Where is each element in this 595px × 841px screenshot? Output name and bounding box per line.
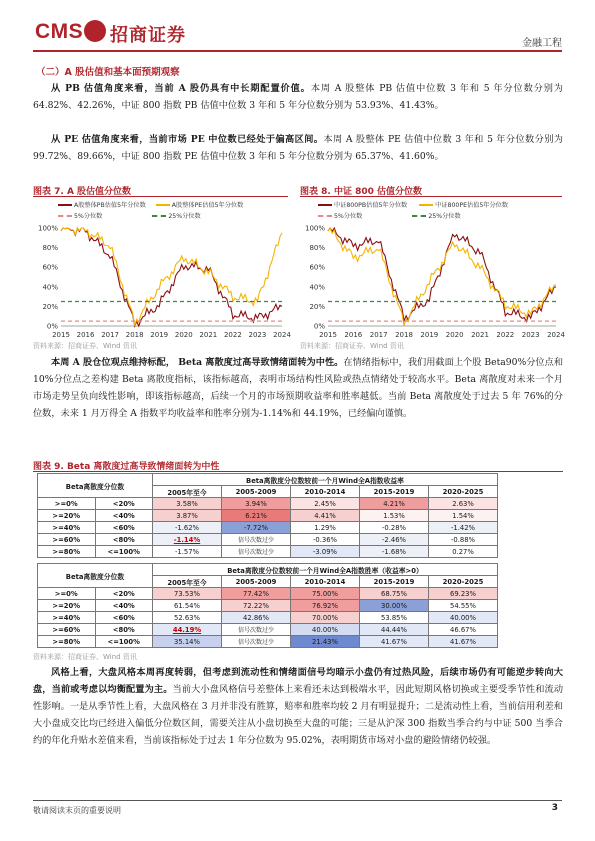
legend-label: 5%分位数	[333, 213, 363, 220]
range-high: <=100%	[95, 636, 153, 648]
legend-swatch-pb	[318, 204, 332, 206]
section-title: （二）A 股估值和基本面预期观察	[36, 67, 180, 78]
column-header: 2020-2025	[429, 486, 498, 498]
y-tick-label: 80%	[42, 244, 58, 253]
x-tick-label: 2015	[52, 331, 70, 339]
legend-swatch-pb	[58, 204, 72, 206]
x-tick-label: 2020	[174, 331, 193, 339]
x-tick-label: 2021	[471, 331, 489, 339]
column-header: 2010-2014	[291, 576, 360, 588]
table-cell: -3.09%	[291, 546, 360, 558]
column-header: 2015-2019	[360, 576, 429, 588]
y-tick-label: 60%	[309, 263, 325, 272]
paragraph-beta-lead: 本周 A 股仓位观点维持标配， Beta 离散度过高导致情绪面转为中性。	[51, 357, 344, 368]
legend-label: A股整体PB估值5年分位数	[73, 202, 146, 209]
figure8-chart	[300, 222, 565, 340]
figure8-title-rule	[300, 196, 562, 197]
y-tick-label: 100%	[37, 224, 58, 233]
table-cell: 61.54%	[153, 600, 222, 612]
table-cell: 2.63%	[429, 498, 498, 510]
figure8-title: 图表 8. 中证 800 估值分位数	[300, 187, 423, 197]
x-tick-label: 2018	[395, 331, 413, 339]
table-cell: 69.23%	[429, 588, 498, 600]
legend-swatch-pe	[419, 204, 433, 206]
paragraph-beta-body: 在情绪指标中，我们用截面上个股 Beta90%分位点和 10%分位点之差构建 Beta 离散度指标，该指标越高，表明市场结构性风险或热点情绪处于较高水平。Beta 离散度对未来一个月市场走势呈负向线性影响，即该指标越高，后续一个月的市场预期收益率和胜率越低。当前 Beta 离散度处于过去 5 年 76%的分位数，未来 1 月万得全 A 指数平均收益率和胜率分别为-1.14%和 44.19%，已经偏向谨慎。	[33, 357, 564, 419]
paragraph-style	[33, 664, 563, 749]
range-low: >=0%	[38, 588, 96, 600]
logo-cms: CMS	[35, 20, 84, 43]
legend-swatch-pe	[156, 204, 170, 206]
row-header-label: Beta离散度分位数	[38, 564, 153, 588]
x-tick-label: 2022	[496, 331, 515, 339]
footer-disclaimer: 敬请阅读末页的重要说明	[33, 806, 121, 815]
range-low: >=40%	[38, 522, 96, 534]
table-cell: 44.44%	[360, 624, 429, 636]
range-high: <20%	[95, 588, 153, 600]
paragraph-pb	[33, 80, 563, 114]
table-cell: -0.36%	[291, 534, 360, 546]
table-cell: 信号次数过少	[222, 636, 291, 648]
table-cell: -1.68%	[360, 546, 429, 558]
paragraph-style-lead: 风格上看，大盘风格本周再度转弱，但考虑到流动性和情绪面信号均暗示小盘仍有过热风险，后续市场仍有可能逆步转向大盘，当前或考虑以均衡配置为主。	[33, 667, 563, 695]
table-row	[38, 624, 498, 636]
figure8-legend	[318, 200, 563, 222]
table-cell: -1.42%	[429, 522, 498, 534]
table-cell: 6.21%	[222, 510, 291, 522]
y-tick-label: 60%	[42, 263, 58, 272]
series-line	[328, 228, 556, 326]
paragraph-style-body: 当前大小盘风格信号差整体上来看还未达到极端水平，因此短期风格切换或主要受季节性和流动性影响。一是从季节性上看，大盘风格在 3 月并非没有胜算，赔率和胜率均较 2 月有明显提升；二是流动性上看，当前信用利差和大小盘成交比均已经进入偏低分位数区间，需要关注从小盘切换至大盘的可能；三是从沪深 300 指数当季合约与中证 500 当季合约的年化升贴水差值来看，当前该指标处于过去 1 年分位数为 95.02%，表明期货市场对小盘的避险情绪仍较强。	[33, 684, 564, 746]
row-header-label: Beta离散度分位数	[38, 474, 153, 498]
x-tick-label: 2017	[369, 331, 388, 339]
range-high: <40%	[95, 510, 153, 522]
column-header: 2010-2014	[291, 486, 360, 498]
table-cell: -0.28%	[360, 522, 429, 534]
column-header: 2005-2009	[222, 576, 291, 588]
page-number: 3	[551, 803, 558, 813]
figure7-title: 图表 7. A 股估值分位数	[33, 187, 132, 197]
range-low: >=80%	[38, 546, 96, 558]
x-tick-label: 2016	[76, 331, 95, 339]
table-cell: 75.00%	[291, 588, 360, 600]
range-low: >=20%	[38, 600, 96, 612]
paragraph-pb-lead: 从 PB 估值角度来看，当前 A 股仍具有中长期配置价值。	[51, 83, 311, 94]
range-high: <60%	[95, 612, 153, 624]
table-cell: 44.19%	[153, 624, 222, 636]
x-tick-label: 2024	[547, 331, 565, 339]
table-row	[38, 588, 498, 600]
table-cell: 0.27%	[429, 546, 498, 558]
table-cell: -1.62%	[153, 522, 222, 534]
range-high: <20%	[95, 498, 153, 510]
y-tick-label: 40%	[42, 283, 58, 292]
table-cell: 1.54%	[429, 510, 498, 522]
table-cell: -1.57%	[153, 546, 222, 558]
figure8-source: 资料来源：招商证券、Wind 资讯	[300, 342, 404, 350]
paragraph-pb-body: 本周 A 股整体 PB 估值中位数 3 年和 5 年分位数分别为 64.82%、42.26%，中证 800 指数 PB 估值中位数 3 年和 5 年分位数分别为 53.93%、41.43%。	[33, 83, 563, 111]
range-low: >=80%	[38, 636, 96, 648]
range-low: >=40%	[38, 612, 96, 624]
legend-swatch-25pct	[412, 215, 426, 217]
series-line	[328, 228, 556, 322]
table-beta-return	[37, 473, 498, 558]
series-line	[61, 228, 282, 326]
logo-seal-icon	[84, 20, 106, 42]
column-header: 2015-2019	[360, 486, 429, 498]
table-cell: 30.00%	[360, 600, 429, 612]
column-header: 2005年至今	[153, 576, 222, 588]
paragraph-pe	[33, 131, 563, 165]
table-cell: 41.67%	[360, 636, 429, 648]
legend-label: 中证800PE估值5年分位数	[435, 202, 509, 209]
y-tick-label: 20%	[42, 302, 58, 311]
column-header: 2005-2009	[222, 486, 291, 498]
table-cell: 35.14%	[153, 636, 222, 648]
table-cell: 4.21%	[360, 498, 429, 510]
table-cell: 信号次数过少	[222, 534, 291, 546]
x-tick-label: 2018	[125, 331, 144, 339]
header-divider	[33, 50, 562, 52]
figure7-title-rule	[33, 196, 288, 197]
x-tick-label: 2016	[344, 331, 363, 339]
y-tick-label: 100%	[304, 224, 325, 233]
figure7-source: 资料来源：招商证券、Wind 资讯	[33, 342, 137, 350]
x-tick-label: 2020	[445, 331, 464, 339]
table-cell: 76.92%	[291, 600, 360, 612]
range-low: >=20%	[38, 510, 96, 522]
table-cell: 54.55%	[429, 600, 498, 612]
series-line	[61, 228, 282, 326]
range-high: <40%	[95, 600, 153, 612]
legend-label: 25%分位数	[428, 213, 461, 220]
column-header: 2005年至今	[153, 486, 222, 498]
range-high: <80%	[95, 534, 153, 546]
footer-divider	[33, 800, 562, 801]
figure9-source: 资料来源：招商证券、Wind 资讯	[33, 653, 137, 661]
figure9-title: 图表 9. Beta 离散度过高导致情绪面转为中性	[33, 462, 220, 472]
table-row	[38, 546, 498, 558]
table-row	[38, 522, 498, 534]
x-tick-label: 2019	[150, 331, 169, 339]
table-cell: 77.42%	[222, 588, 291, 600]
x-tick-label: 2019	[420, 331, 439, 339]
table-cell: 70.00%	[291, 612, 360, 624]
table-cell: -0.88%	[429, 534, 498, 546]
table-cell: -2.46%	[360, 534, 429, 546]
header-section-label: 金融工程	[522, 38, 562, 49]
figure7-chart	[33, 222, 291, 340]
paragraph-beta	[33, 354, 563, 422]
logo-company-name: 招商证券	[110, 25, 186, 46]
column-header: 2020-2025	[429, 576, 498, 588]
table-cell: 3.94%	[222, 498, 291, 510]
table-cell: 41.67%	[429, 636, 498, 648]
range-high: <=100%	[95, 546, 153, 558]
y-tick-label: 20%	[309, 302, 325, 311]
table-cell: 信号次数过少	[222, 546, 291, 558]
table-cell: 4.41%	[291, 510, 360, 522]
table-row	[38, 600, 498, 612]
table-cell: 52.63%	[153, 612, 222, 624]
legend-label: A股整体PE估值5年分位数	[171, 202, 244, 209]
table-cell: 72.22%	[222, 600, 291, 612]
table-cell: 40.00%	[291, 624, 360, 636]
range-high: <60%	[95, 522, 153, 534]
table-caption: Beta离散度分位数较前一个月Wind全A指数胜率（收益率>0）	[153, 564, 498, 576]
paragraph-pe-lead: 从 PE 估值角度来看，当前市场 PE 中位数已经处于偏高区间。	[51, 134, 324, 145]
y-tick-label: 40%	[309, 283, 325, 292]
legend-swatch-25pct	[152, 215, 166, 217]
table-cell: 1.29%	[291, 522, 360, 534]
legend-label: 中证800PB估值5年分位数	[333, 202, 408, 209]
x-tick-label: 2015	[319, 331, 337, 339]
table-cell: 42.86%	[222, 612, 291, 624]
table-cell: 21.43%	[291, 636, 360, 648]
figure9-title-rule	[33, 471, 563, 472]
table-cell: 46.67%	[429, 624, 498, 636]
table-row	[38, 534, 498, 546]
table-row	[38, 612, 498, 624]
x-tick-label: 2023	[521, 331, 540, 339]
table-beta-winrate	[37, 563, 498, 648]
table-caption: Beta离散度分位数较前一个月Wind全A指数收益率	[153, 474, 498, 486]
range-low: >=60%	[38, 624, 96, 636]
table-cell: 3.87%	[153, 510, 222, 522]
table-cell: 68.75%	[360, 588, 429, 600]
table-cell: 信号次数过少	[222, 624, 291, 636]
table-cell: -7.72%	[222, 522, 291, 534]
table-row	[38, 510, 498, 522]
table-cell: 1.53%	[360, 510, 429, 522]
range-high: <80%	[95, 624, 153, 636]
x-tick-label: 2022	[223, 331, 242, 339]
legend-swatch-5pct	[318, 215, 332, 217]
range-low: >=0%	[38, 498, 96, 510]
y-tick-label: 0%	[313, 322, 325, 331]
paragraph-pe-body: 本周 A 股整体 PE 估值中位数 3 年和 5 年分位数分别为 99.72%、89.66%，中证 800 指数 PE 估值中位数 3 年和 5 年分位数分别为 65.37%、41.60%。	[33, 134, 563, 162]
table-cell: 53.85%	[360, 612, 429, 624]
table-cell: 3.58%	[153, 498, 222, 510]
range-low: >=60%	[38, 534, 96, 546]
table-row	[38, 498, 498, 510]
x-tick-label: 2017	[101, 331, 120, 339]
x-tick-label: 2021	[199, 331, 218, 339]
table-cell: -1.14%	[153, 534, 222, 546]
table-cell: 73.53%	[153, 588, 222, 600]
y-tick-label: 0%	[46, 322, 58, 331]
legend-label: 5%分位数	[73, 213, 103, 220]
x-tick-label: 2023	[248, 331, 267, 339]
x-tick-label: 2024	[273, 331, 291, 339]
legend-swatch-5pct	[58, 215, 72, 217]
table-row	[38, 636, 498, 648]
table-cell: 2.45%	[291, 498, 360, 510]
figure7-legend	[58, 200, 288, 222]
legend-label: 25%分位数	[168, 213, 201, 220]
y-tick-label: 80%	[309, 244, 325, 253]
table-cell: 40.00%	[429, 612, 498, 624]
